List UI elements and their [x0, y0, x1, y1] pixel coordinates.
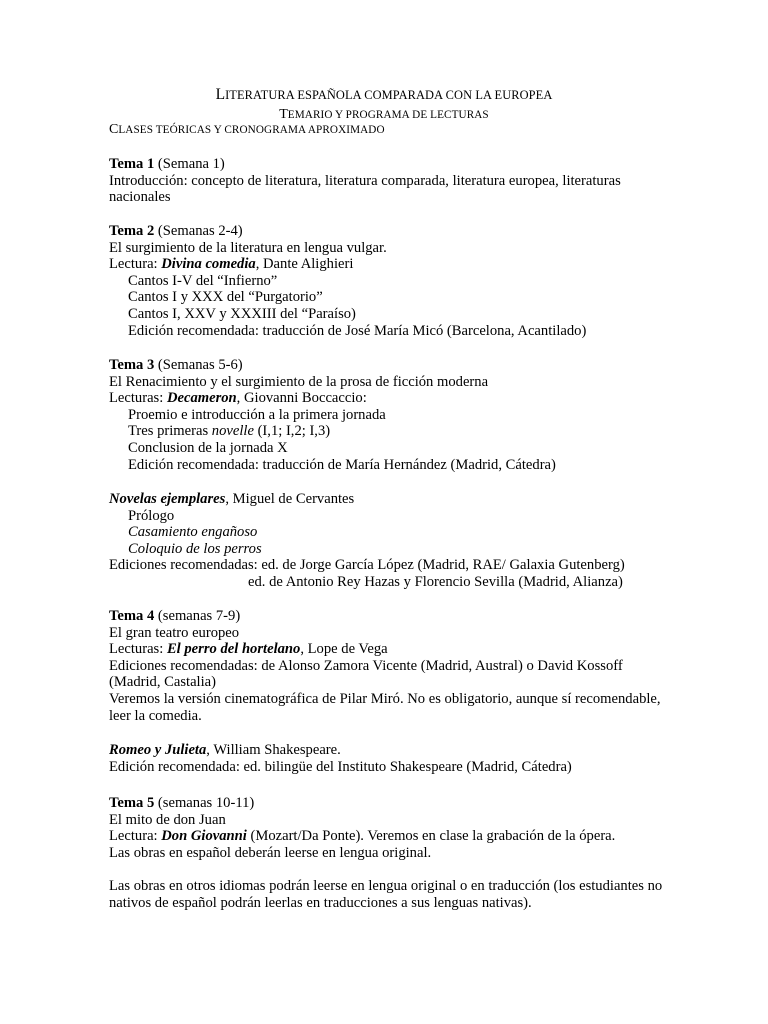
work-title: Novelas ejemplares — [109, 491, 226, 507]
list-item: Cantos I, XXV y XXXIII del “Paraíso) — [128, 305, 356, 322]
list-item: Conclusion de la jornada X — [128, 439, 288, 456]
subtitle-initial: T — [279, 107, 288, 122]
tema-2-label: Tema 2 — [109, 223, 155, 239]
tema-5-topic: El mito de don Juan — [109, 811, 226, 828]
work-title: Don Giovanni — [161, 828, 247, 845]
tema-4-film: Veremos la versión cinematográfica de Pilar Miró. No es obligatorio, aunque sí recomendable, leer la comedia. — [109, 690, 661, 724]
tema-3-label: Tema 3 — [109, 357, 155, 373]
tema-1-section — [109, 156, 669, 206]
work-title: El perro del hortelano — [166, 641, 301, 658]
document-title — [0, 86, 768, 104]
title-initial: L — [215, 86, 226, 103]
list-item: Cantos I y XXX del “Purgatorio” — [128, 289, 323, 306]
reading-prefix: Lectura: — [109, 256, 162, 273]
reading-prefix: Lectura: — [109, 828, 162, 845]
shakespeare-heading — [109, 742, 669, 759]
tema-4-section — [109, 608, 669, 724]
item-italic: novelle — [211, 423, 254, 440]
work-title: Decameron — [166, 390, 237, 407]
list-item: Edición recomendada: traducción de María Hernández (Madrid, Cátedra) — [128, 456, 556, 473]
work-author: , Miguel de Cervantes — [225, 491, 355, 507]
tema-2-heading — [109, 223, 669, 240]
tema-1-intro: Introducción: concepto de literatura, literatura comparada, literatura europea, literaturas nacionales — [109, 172, 621, 206]
work-author: , William Shakespeare. — [206, 742, 341, 758]
cervantes-section — [109, 491, 669, 591]
tema-1-label: Tema 1 — [109, 156, 155, 172]
tema-4-weeks: (semanas 7-9) — [154, 608, 241, 624]
document-subtitle — [0, 107, 768, 123]
work-author: , Lope de Vega — [300, 641, 388, 658]
tema-5-heading — [109, 795, 669, 812]
work-author: , Giovanni Boccaccio: — [236, 390, 367, 407]
subtitle-rest: EMARIO Y PROGRAMA DE LECTURAS — [287, 109, 489, 121]
item-text: Tres primeras — [128, 423, 212, 440]
tema-1-weeks: (Semana 1) — [154, 156, 225, 172]
reading-note: (Mozart/Da Ponte). Veremos en clase la grabación de la ópera. — [246, 828, 616, 845]
list-item: Edición recomendada: traducción de José María Micó (Barcelona, Acantilado) — [128, 322, 587, 339]
tema-3-section — [109, 357, 669, 473]
reading-prefix: Lecturas: — [109, 641, 167, 658]
tema-2-section — [109, 223, 669, 339]
reading-prefix: Lecturas: — [109, 390, 167, 407]
tema-3-reading — [109, 390, 669, 407]
cervantes-editions-2: ed. de Antonio Rey Hazas y Florencio Sevilla (Madrid, Alianza) — [248, 573, 623, 590]
item-italic: Casamiento engañoso — [128, 524, 258, 541]
list-item — [109, 524, 669, 541]
list-item — [109, 423, 669, 440]
item-text: (I,1; I,2; I,3) — [253, 423, 331, 440]
tema-5-reading — [109, 828, 669, 845]
list-item: Cantos I-V del “Infierno” — [128, 272, 278, 289]
classes-initial: C — [109, 122, 119, 137]
item-italic: Coloquio de los perros — [128, 540, 262, 557]
tema-5-weeks: (semanas 10-11) — [154, 795, 255, 811]
tema-5-section — [109, 795, 669, 861]
tema-4-label: Tema 4 — [109, 608, 155, 624]
title-rest: ITERATURA ESPAÑOLA COMPARADA CON LA EUROPEA — [225, 88, 553, 102]
classes-rest: LASES TEÓRICAS Y CRONOGRAMA APROXIMADO — [118, 124, 385, 136]
tema-2-topic: El surgimiento de la literatura en lengua vulgar. — [109, 239, 387, 256]
list-item: Prólogo — [128, 507, 175, 524]
tema-5-label: Tema 5 — [109, 795, 155, 811]
tema-2-reading — [109, 256, 669, 273]
tema-4-heading — [109, 608, 669, 625]
work-title: Romeo y Julieta — [109, 742, 207, 758]
work-author: , Dante Alighieri — [255, 256, 354, 273]
list-item — [109, 541, 669, 558]
tema-4-topic: El gran teatro europeo — [109, 624, 240, 641]
shakespeare-section — [109, 742, 669, 775]
cervantes-editions: Ediciones recomendadas: ed. de Jorge García López (Madrid, RAE/ Galaxia Gutenberg) — [109, 557, 625, 574]
tema-3-weeks: (Semanas 5-6) — [154, 357, 243, 373]
tema-4-reading — [109, 641, 669, 658]
tema-2-weeks: (Semanas 2-4) — [154, 223, 243, 239]
tema-3-heading — [109, 357, 669, 374]
shakespeare-edition: Edición recomendada: ed. bilingüe del Instituto Shakespeare (Madrid, Cátedra) — [109, 758, 572, 775]
list-item: Proemio e introducción a la primera jornada — [128, 406, 386, 423]
cervantes-heading — [109, 491, 669, 508]
closing-text: Las obras en otros idiomas podrán leerse en lengua original o en traducción (los estudiantes no nativos de español podrán leerlas en traducciones a sus lenguas nativas). — [109, 878, 663, 911]
tema-5-note: Las obras en español deberán leerse en lengua original. — [109, 844, 432, 861]
tema-1-heading — [109, 156, 669, 173]
tema-4-editions: Ediciones recomendadas: de Alonso Zamora Vicente (Madrid, Austral) o David Kossoff (Madrid, Castalia) — [109, 657, 623, 691]
tema-3-topic: El Renacimiento y el surgimiento de la prosa de ficción moderna — [109, 373, 489, 390]
work-title: Divina comedia — [161, 256, 256, 273]
closing-note — [109, 878, 669, 911]
classes-heading — [109, 122, 385, 138]
